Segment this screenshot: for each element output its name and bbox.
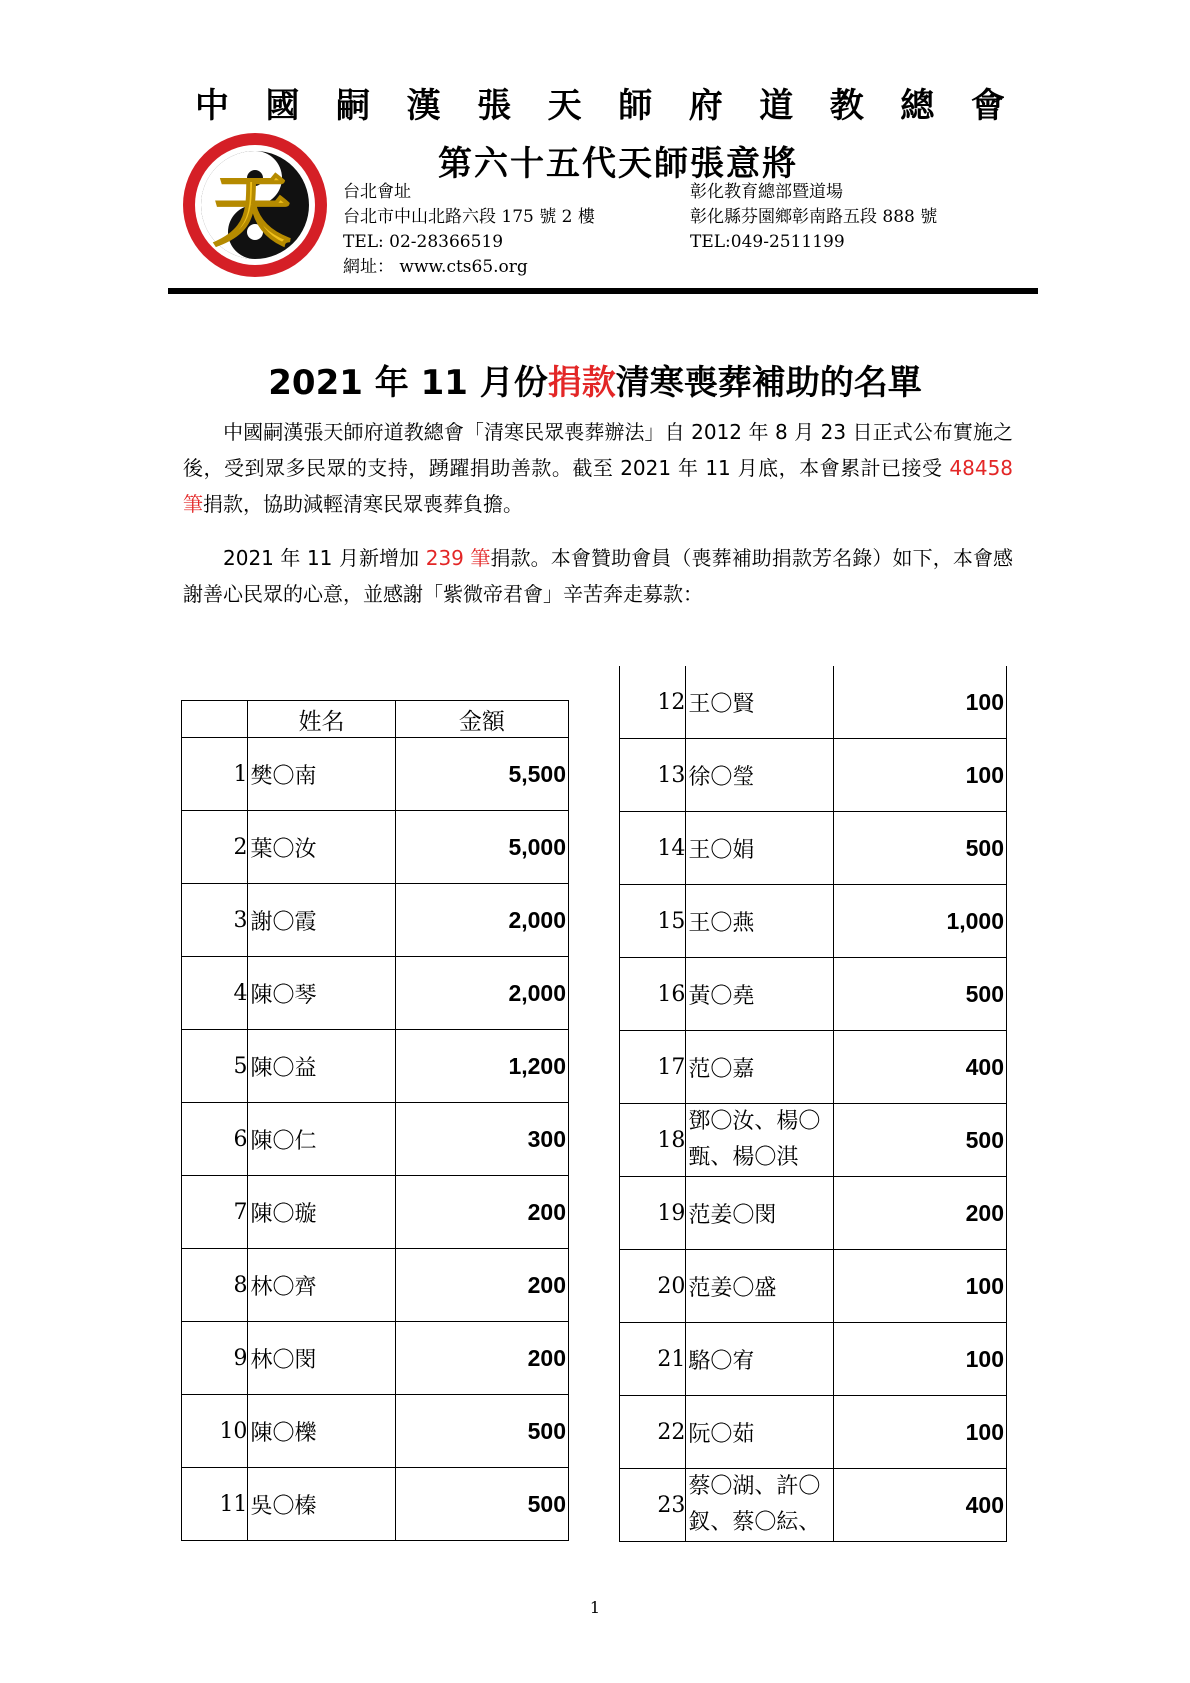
donor-name: 陳〇櫟 [248,1395,395,1468]
donor-name: 謝〇霞 [248,884,395,957]
donor-name: 林〇閔 [248,1322,395,1395]
donation-amount: 500 [833,958,1006,1031]
website: 網址： www.cts65.org [343,257,528,277]
donor-name: 徐〇瑩 [686,739,833,812]
p1-text: 年 [742,420,775,444]
donor-number: 17 [620,1031,686,1104]
donor-number: 4 [182,957,248,1030]
taipei-address: 台北市中山北路六段 175 號 2 樓 [343,207,595,227]
organization-name [195,78,1005,127]
donation-amount: 500 [395,1395,568,1468]
title-highlight: 捐款 [547,363,616,403]
p1-month: 11 [705,456,731,480]
donor-number: 16 [620,958,686,1031]
donor-number: 7 [182,1176,248,1249]
table-row [620,1104,1007,1177]
p1-text: 中國嗣漢張天師府道教總會「清寒民眾喪葬辦法」自 [223,420,692,444]
p1-text: 月底，本會累計已接受 [730,456,950,480]
donor-name: 吳〇榛 [248,1468,395,1541]
donor-number: 12 [620,666,686,739]
changhua-label: 彰化教育總部暨道場 [690,182,843,202]
p2-month: 11 [306,546,333,570]
monthly-donation-count: 239 筆 [425,546,491,570]
org-name-char: 總 [900,86,935,126]
donor-number: 22 [620,1396,686,1469]
donor-table-left [181,700,569,1541]
p1-text: 年 [671,456,706,480]
table-row [620,958,1007,1031]
donation-amount: 200 [395,1249,568,1322]
donation-amount: 100 [833,1323,1006,1396]
donor-name: 王〇賢 [686,666,833,739]
donation-amount: 400 [833,1031,1006,1104]
p2-text: 捐款。本會贊助會員（喪葬補助捐款芳名錄）如下，本會感謝善心民眾的心意，並感謝「紫微帝君會」辛苦奔走募款： [183,546,1014,606]
donor-name: 樊〇南 [248,738,395,811]
changhua-tel: TEL:049-2511199 [690,232,845,252]
table-row [620,1469,1007,1542]
p1-text: 月 [787,420,821,444]
taipei-label: 台北會址 [343,182,411,202]
heavenly-master-subtitle: 第六十五代天師張意將 [438,144,798,184]
table-row [182,884,569,957]
donation-amount: 1,200 [395,1030,568,1103]
table-row [182,1176,569,1249]
donor-name: 王〇娟 [686,812,833,885]
donor-name: 葉〇汝 [248,811,395,884]
donation-amount: 500 [395,1468,568,1541]
donation-amount: 1,000 [833,885,1006,958]
p1-year: 2021 [620,456,672,480]
monthly-paragraph [183,540,1013,612]
donor-number: 6 [182,1103,248,1176]
tian-yin-yang-logo-icon [180,130,330,280]
header-name: 姓名 [248,701,395,738]
total-donation-count: 48458 筆 [183,456,1014,516]
org-name-char: 天 [547,86,582,126]
page-title [0,355,1190,404]
p1-day: 23 [820,420,847,444]
p1-text: 日正式公布實施之後，受到眾多民眾的支持，踴躍捐助善款。截至 [183,420,1014,480]
table-row [620,1250,1007,1323]
donation-amount: 200 [833,1177,1006,1250]
donor-number: 23 [620,1469,686,1542]
org-name-char: 中 [195,86,229,126]
donation-amount: 300 [395,1103,568,1176]
table-row [620,1031,1007,1104]
table-row [182,1322,569,1395]
donation-amount: 2,000 [395,884,568,957]
donor-number: 1 [182,738,248,811]
donor-name: 范姜〇閔 [686,1177,833,1250]
donor-number: 10 [182,1395,248,1468]
org-name-char: 教 [829,86,864,126]
donation-amount: 5,000 [395,811,568,884]
donation-amount: 100 [833,1250,1006,1323]
donor-number: 15 [620,885,686,958]
table-row [182,1395,569,1468]
donor-name: 陳〇仁 [248,1103,395,1176]
intro-paragraph [183,414,1013,522]
org-name-char: 道 [759,86,794,126]
donor-number: 21 [620,1323,686,1396]
title-date: 2021 年 11 月份 [268,363,548,403]
donor-table-right [619,666,1007,1542]
table-row [182,811,569,884]
donor-name: 范姜〇盛 [686,1250,833,1323]
table-row [182,738,569,811]
donor-name: 陳〇琴 [248,957,395,1030]
table-row [182,1030,569,1103]
donation-amount: 100 [833,666,1006,739]
donor-name: 陳〇璇 [248,1176,395,1249]
title-rest: 清寒喪葬補助的名單 [615,363,922,403]
donor-name: 王〇燕 [686,885,833,958]
donation-amount: 400 [833,1469,1006,1542]
table-row [182,1468,569,1541]
table-row [182,1103,569,1176]
org-name-char: 府 [688,86,723,126]
table-row [182,1249,569,1322]
header-divider [168,288,1038,294]
donor-name: 阮〇茹 [686,1396,833,1469]
org-name-char: 張 [477,86,512,126]
donor-number: 14 [620,812,686,885]
table-row [620,1177,1007,1250]
taipei-tel: TEL: 02-28366519 [343,232,504,252]
donor-name: 蔡〇湖、許〇釵、蔡〇紜、 [686,1469,833,1542]
table-row [620,739,1007,812]
p2-text: 月新增加 [332,546,426,570]
donor-name: 駱〇宥 [686,1323,833,1396]
donor-name: 范〇嘉 [686,1031,833,1104]
p1-month: 8 [774,420,788,444]
changhua-office-address [690,180,937,255]
p1-year: 2012 [691,420,743,444]
donor-number: 18 [620,1104,686,1177]
donor-number: 5 [182,1030,248,1103]
donor-number: 13 [620,739,686,812]
org-name-char: 漢 [406,86,441,126]
p1-text: 捐款，協助減輕清寒民眾喪葬負擔。 [203,492,523,516]
donation-amount: 200 [395,1322,568,1395]
table-header [182,701,569,738]
table-row [620,885,1007,958]
header-index [182,701,248,738]
donor-number: 8 [182,1249,248,1322]
donor-name: 陳〇益 [248,1030,395,1103]
table-row [620,1396,1007,1469]
donor-number: 3 [182,884,248,957]
donation-amount: 5,500 [395,738,568,811]
taipei-office-address [343,180,595,280]
table-row [182,957,569,1030]
donation-amount: 2,000 [395,957,568,1030]
page-number: 1 [589,1598,601,1617]
donor-number: 2 [182,811,248,884]
donation-amount: 100 [833,739,1006,812]
p2-year: 2021 [223,546,274,570]
changhua-address: 彰化縣芬園鄉彰南路五段 888 號 [690,207,938,227]
org-name-char: 嗣 [336,86,371,126]
org-name-char: 師 [618,86,653,126]
p2-text: 年 [273,546,307,570]
donation-amount: 100 [833,1396,1006,1469]
table-row [620,812,1007,885]
table-row [620,666,1007,739]
donation-amount: 500 [833,1104,1006,1177]
donor-name: 鄧〇汝、楊〇甄、楊〇淇 [686,1104,833,1177]
header-amount: 金額 [395,701,568,738]
donation-amount: 200 [395,1176,568,1249]
org-name-char: 會 [970,86,1005,126]
donor-number: 9 [182,1322,248,1395]
donor-name: 林〇齊 [248,1249,395,1322]
org-name-char: 國 [265,86,300,126]
donor-number: 19 [620,1177,686,1250]
svg-text:天: 天 [212,166,292,257]
table-row [620,1323,1007,1396]
donor-number: 20 [620,1250,686,1323]
donor-number: 11 [182,1468,248,1541]
donor-name: 黃〇堯 [686,958,833,1031]
donation-amount: 500 [833,812,1006,885]
